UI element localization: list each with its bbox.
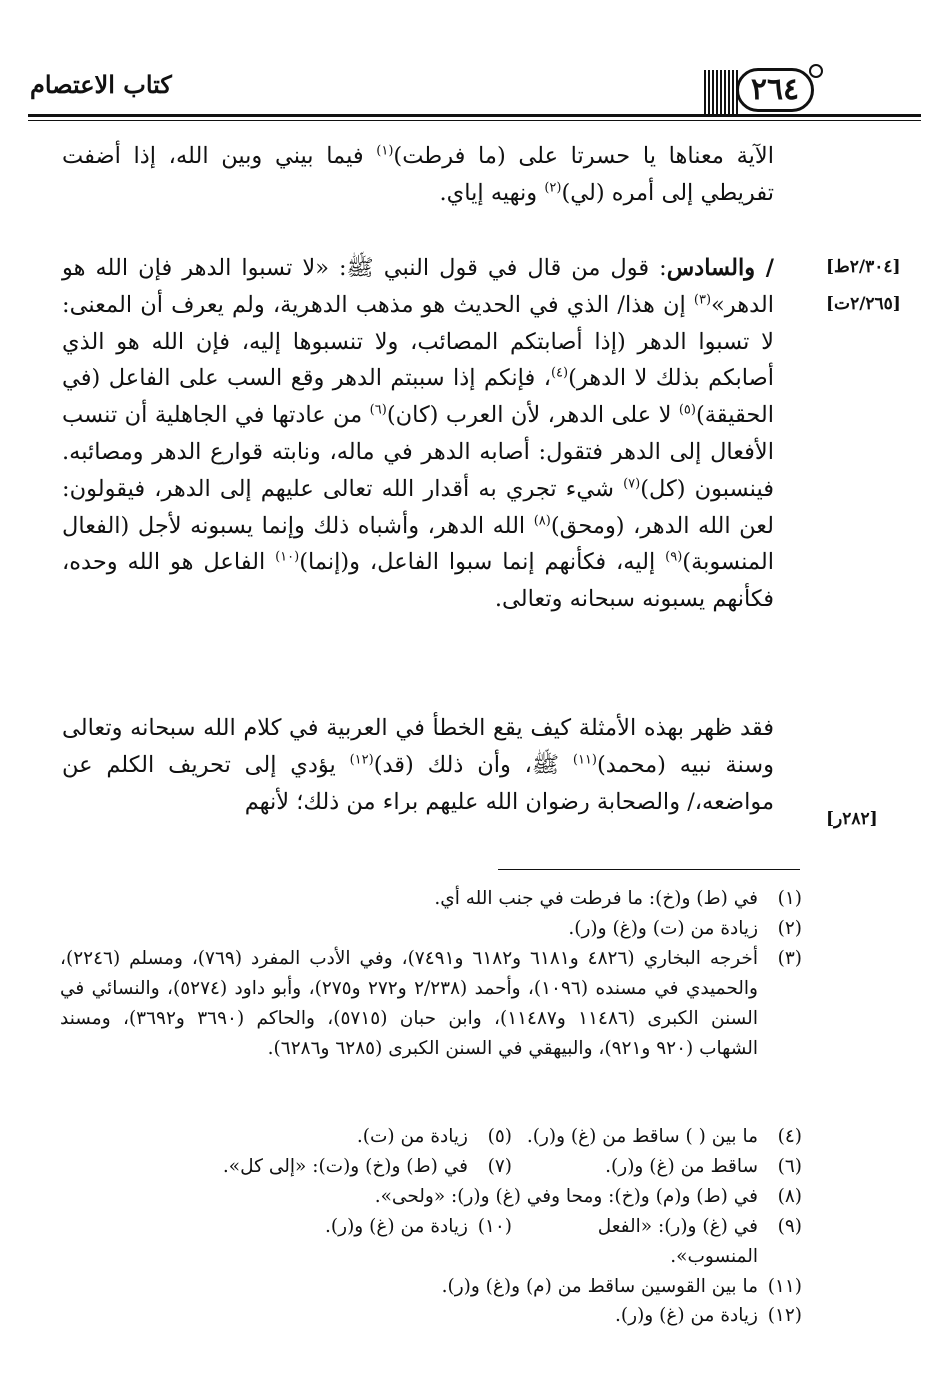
footnote-item — [222, 1212, 512, 1272]
footnote-separator — [498, 869, 800, 870]
footnote-number: (٩) — [777, 1215, 802, 1237]
footnote-item — [512, 1152, 802, 1182]
text-run: الآية معناها يا حسرتا على (ما فرطت) — [393, 143, 774, 169]
paragraph-3 — [62, 710, 774, 820]
footnote-number: (١٢) — [767, 1305, 802, 1327]
footnote-number: (٢) — [777, 917, 802, 939]
paragraph-2 — [62, 250, 774, 618]
text-run: ونهيه إياي. — [439, 179, 545, 206]
text-run: الفاعل هو الله وحده، فكأنهم يسبونه سبحانه وتعالى. — [62, 549, 774, 613]
footnote-item — [60, 1301, 802, 1331]
footnote-ref[interactable]: (٤) — [550, 365, 569, 381]
footnote-number: (١١) — [767, 1275, 802, 1297]
footnote-item — [60, 884, 802, 914]
footnote-item — [60, 1182, 802, 1212]
footnote-ref[interactable]: (٣) — [693, 292, 712, 308]
footnote-ref[interactable]: (٩) — [665, 549, 683, 565]
footnote-text: ما بين ( ) ساقط من (غ) و(ر). — [526, 1126, 758, 1147]
footnote-number: (٣) — [777, 947, 802, 969]
footnote-text: ساقط من (غ) و(ر). — [605, 1155, 758, 1177]
footnote-item — [60, 1272, 802, 1302]
paragraph-1 — [62, 138, 774, 212]
running-header-title: كتاب الاعتصام — [30, 70, 172, 99]
footnote-text: في (ط) و(خ) و(ت): «إلى كل». — [222, 1155, 468, 1177]
footnote-number: (١) — [777, 888, 802, 909]
footnote-item — [152, 1152, 512, 1182]
footnote-text: أخرجه البخاري (٤٨٢٦ و٦١٨١ و٦١٨٢ و٧٤٩١)، وفي الأدب المفرد (٧٦٩)، ومسلم (٢٢٤٦)، والحميدي في مسنده (١٠٩٦)، وأحمد (٢/٢٣٨ و٢٧٢ و٢٧٥)، وأبو داود (٥٢٧٤)، والنسائي في السنن الكبرى (١١٤٨٦ و١١٤٨٧)، وابن حبان (٥٧١٥)، والحاكم (٣٦٩٠ و٣٦٩٢)، ومسند الشهاب (٩٢٠ و٩٢١)، والبيهقي في السنن الكبرى (٦٢٨٥ و٦٢٨٦). — [60, 947, 758, 1059]
header-rule-thin — [28, 120, 921, 121]
footnote-ref[interactable]: (٧) — [623, 476, 641, 492]
text-run: لا على الدهر، لأن العرب (كان) — [386, 402, 679, 429]
footnote-ref[interactable]: (١٢) — [349, 752, 374, 768]
footnote-text: في (ط) و(خ): ما فرطت في جنب الله أي. — [434, 888, 758, 909]
footnote-item — [512, 1212, 802, 1272]
text-run: : قول من قال في قول النبي ﷺ: «لا تسبوا الدهر فإن الله هو الدهر» — [62, 255, 774, 318]
footnote-text: زيادة من (غ) و(ر). — [325, 1215, 468, 1237]
footnote-pair — [60, 1152, 802, 1182]
footnote-text: زيادة من (ت). — [356, 1126, 468, 1147]
footnotes-block-2 — [60, 1122, 802, 1331]
footnotes-block-1 — [60, 884, 802, 1063]
page-number-ornament — [704, 70, 738, 114]
text-run: فيما بيني وبين الله، إذا أضفت تفريطي إلى أمره (لي) — [62, 143, 774, 206]
text-run: ﷺ، وأن ذلك (قد) — [373, 751, 573, 778]
footnote-number: (٨) — [777, 1185, 802, 1207]
text-run: إليه، فكأنهم إنما سبوا الفاعل، و(إنما) — [299, 549, 666, 576]
footnote-number: (٧) — [487, 1155, 512, 1177]
text-run: شيء تجري به أقدار الله تعالى عليهم إلى الدهر، فيقولون: لعن الله الدهر، (ومحق) — [62, 475, 774, 539]
footnote-ref[interactable]: (٨) — [533, 513, 551, 529]
text-run: ، فإنكم إذا سببتم الدهر وقع السب على الفاعل (في الحقيقة) — [62, 365, 774, 429]
footnote-item — [222, 1122, 512, 1152]
text-run: فقد ظهر بهذه الأمثلة كيف يقع الخطأ في العربية في كلام الله سبحانه وتعالى وسنة نبيه (محمد) — [62, 715, 774, 778]
footnote-pair — [60, 1212, 802, 1272]
footnote-text: في (غ) و(ر): «الفعل المنسوب». — [597, 1215, 758, 1267]
footnote-ref[interactable]: (١٠) — [275, 549, 300, 565]
margin-ref-2: [٢/٢٦٥ت] — [826, 294, 901, 314]
footnote-pair — [60, 1122, 802, 1152]
footnote-ref[interactable]: (١١) — [572, 752, 597, 768]
footnote-item — [60, 914, 802, 944]
footnote-text: ما بين القوسين ساقط من (م) و(غ) و(ر). — [441, 1275, 758, 1297]
footnote-ref[interactable]: (٦) — [369, 402, 387, 418]
footnote-ref[interactable]: (١) — [376, 143, 394, 159]
footnote-text: زيادة من (ت) و(غ) و(ر). — [568, 917, 758, 939]
footnote-number: (٦) — [777, 1155, 802, 1177]
text-run: يؤدي إلى تحريف الكلم عن مواضعه،/ والصحابة رضوان الله عليهم براء من ذلك؛ لأنهم — [62, 751, 774, 815]
page-number: ٢٦٤ — [736, 68, 814, 112]
margin-ref-1: [٢/٣٠٤ط] — [826, 257, 901, 277]
footnote-number: (٤) — [777, 1126, 802, 1147]
page-number-ornament-dot — [809, 64, 823, 78]
text-run: الله الدهر، وأشباه ذلك وإنما يسبونه لأجل (الفعال المنسوبة) — [62, 512, 774, 576]
text-run: إن هذا/ الذي في الحديث هو مذهب الدهرية، ولم يعرف أن المعنى: لا تسبوا الدهر (إذا أصابتكم المصائب، ولا تنسبوها إليه، فإن الله هو الذي أصابكم بذلك لا الدهر) — [62, 291, 774, 392]
footnote-number: (١٠) — [477, 1215, 512, 1237]
footnote-item — [512, 1122, 802, 1152]
margin-ref-3: [٢٨٢ر] — [826, 809, 878, 829]
footnote-ref[interactable]: (٢) — [544, 180, 562, 196]
footnote-item — [60, 944, 802, 1064]
footnote-text: زيادة من (غ) و(ر). — [615, 1305, 758, 1327]
paragraph-lead: / والسادس — [666, 255, 774, 281]
footnote-ref[interactable]: (٥) — [678, 402, 696, 418]
footnote-number: (٥) — [487, 1126, 512, 1147]
header-rule-thick — [28, 114, 921, 117]
text-run: من عادتها في الجاهلية أن تنسب الأفعال إلى الدهر فتقول: أصابه الدهر في ماله، ونابته قوارع الدهر ومصائبه. فينسبون (كل) — [62, 402, 774, 502]
footnote-text: في (ط) و(م) و(خ): ومحا وفي (غ) و(ر): «ولحى». — [374, 1185, 758, 1207]
